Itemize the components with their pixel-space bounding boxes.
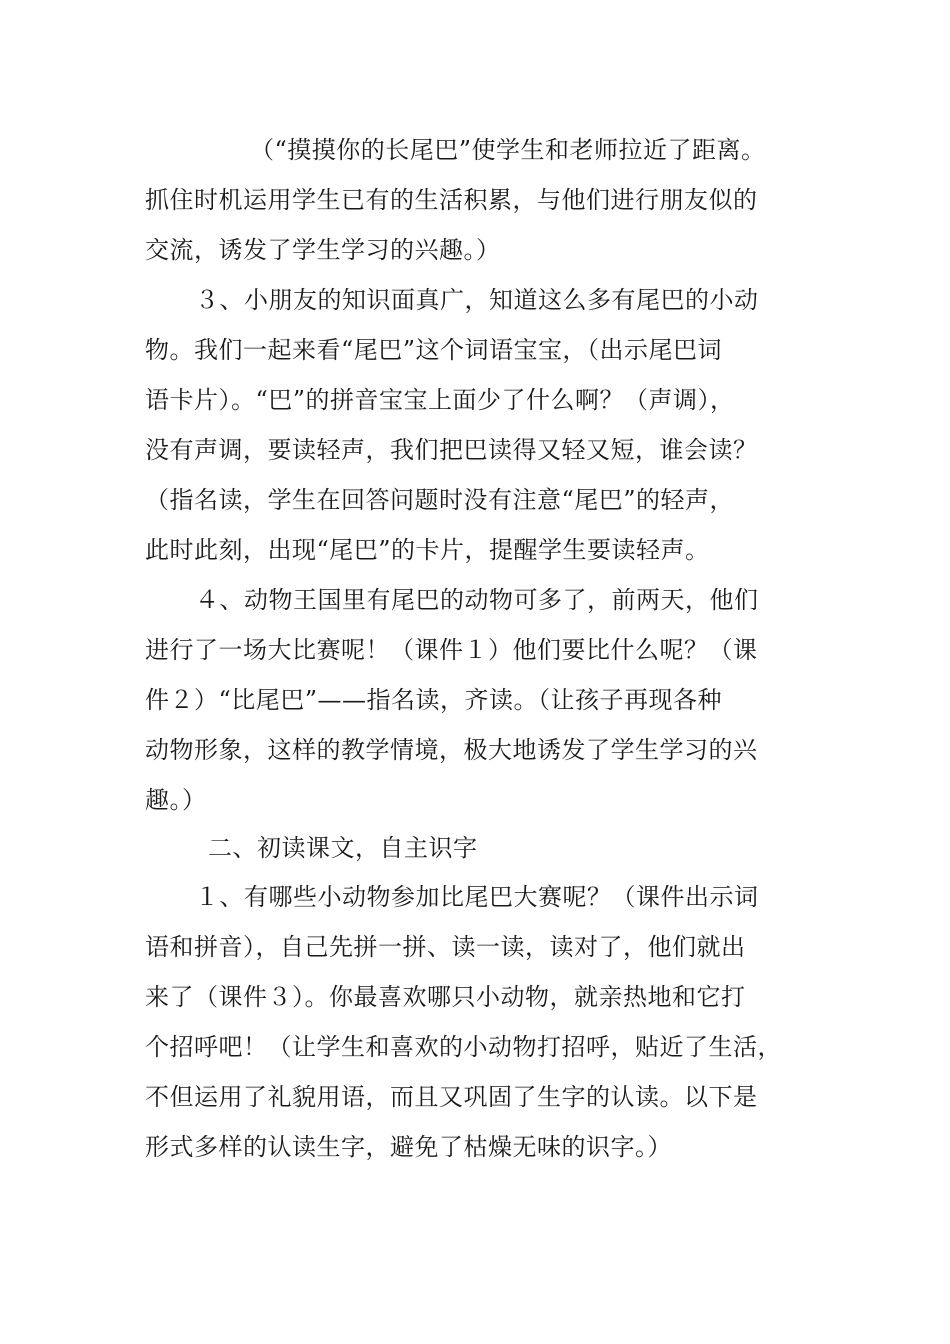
text-line: 交流，诱发了学生学习的兴趣。） [145, 236, 501, 264]
section-heading: 二、初读课文，自主识字 [208, 834, 478, 862]
text-line: 此时此刻，出现“尾巴”的卡片，提醒学生要读轻声。 [145, 536, 710, 564]
text-line: 进行了一场大比赛呢！（课件１）他们要比什么呢？（课 [145, 636, 758, 664]
text-line: 物。我们一起来看“尾巴”这个词语宝宝，（出示尾巴词 [145, 336, 723, 364]
text-line: 个招呼吧！（让学生和喜欢的小动物打招呼，贴近了生活， [145, 1033, 782, 1061]
text-line: （指名读，学生在回答问题时没有注意“尾巴”的轻声， [145, 486, 735, 514]
text-line: 抓住时机运用学生已有的生活积累，与他们进行朋友似的 [145, 186, 758, 214]
text-line: 趣。） [145, 786, 207, 814]
text-line: 不但运用了礼貌用语，而且又巩固了生字的认读。以下是 [145, 1083, 758, 1111]
text-line: 来了（课件３）。你最喜欢哪只小动物，就亲热地和它打 [145, 983, 746, 1011]
text-line: ３、小朋友的知识面真广，知道这么多有尾巴的小动 [195, 286, 759, 314]
text-line: 语卡片）。“巴”的拼音宝宝上面少了什么啊？（声调）， [145, 386, 735, 414]
text-line: 动物形象，这样的教学情境，极大地诱发了学生学习的兴 [145, 736, 758, 764]
text-line: １、有哪些小动物参加比尾巴大赛呢？（课件出示词 [195, 883, 759, 911]
text-line: 件２）“比尾巴”——指名读，齐读。（让孩子再现各种 [145, 686, 723, 714]
text-line: ４、动物王国里有尾巴的动物可多了，前两天，他们 [195, 586, 759, 614]
text-line: （“摸摸你的长尾巴”使学生和老师拉近了距离。 [250, 136, 766, 164]
text-line: 形式多样的认读生字，避免了枯燥无味的识字。） [145, 1133, 672, 1161]
text-line: 没有声调，要读轻声，我们把巴读得又轻又短，谁会读？ [145, 436, 758, 464]
text-line: 语和拼音），自己先拼一拼、读一读，读对了，他们就出 [145, 933, 746, 961]
